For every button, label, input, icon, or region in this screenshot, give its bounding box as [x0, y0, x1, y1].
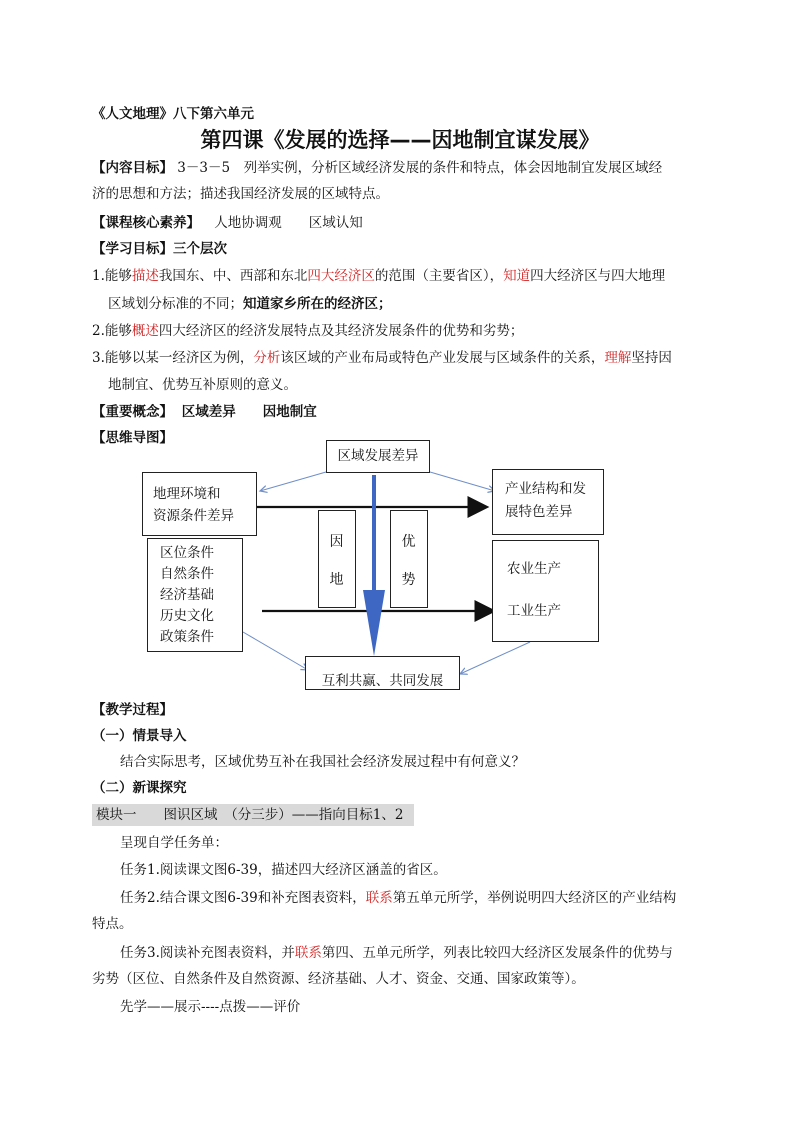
task-2-part: 第五单元所学，举例说明四大经济区的产业结构 [392, 890, 677, 906]
mind-map-left-list-item: 历史文化 [160, 608, 214, 624]
mind-map-right-bottom-text: 农业生产 [507, 561, 561, 577]
content-goal-label: 【内容目标】 [92, 160, 173, 176]
mind-map-mid-right-box [390, 510, 428, 608]
goal-1-verb-know: 知道 [503, 268, 531, 284]
content-goal-line-2: 济的思想和方法；描述我国经济发展的区域特点。 [92, 186, 389, 202]
task-2-line-2: 特点。 [92, 916, 133, 932]
mind-map-top-box: 区域发展差异 [326, 440, 430, 473]
task-2-part: 任务2.结合课文图6-39和补充图表资料， [120, 890, 366, 906]
mind-map-bottom-box: 互利共赢、共同发展 [305, 656, 460, 690]
key-concepts-label: 【重要概念】 [92, 404, 173, 420]
goal-1-part: 区域划分标准的不同； [108, 296, 243, 312]
goal-1-line-1 [92, 266, 665, 286]
goal-2 [92, 321, 523, 341]
mind-map-right-bottom-text: 工业生产 [507, 603, 561, 619]
mind-map-left-list-item: 自然条件 [160, 566, 214, 582]
process-label: 【教学过程】 [92, 702, 173, 718]
task-3-line-1 [120, 943, 673, 963]
page-title: 第四课《发展的选择——因地制宜谋发展》 [200, 128, 600, 152]
section-1-text: 结合实际思考，区域优势互补在我国社会经济发展过程中有何意义？ [120, 754, 525, 770]
section-2-title: （二）新课探究 [92, 780, 187, 796]
goal-1-line-2 [108, 294, 392, 314]
goal-1-part: 1.能够 [92, 268, 132, 284]
core-literacy [92, 213, 363, 233]
goal-3-verb-understand: 理解 [604, 350, 632, 366]
mind-map-left-list-box [147, 538, 243, 652]
task-2-link-word: 联系 [365, 890, 393, 906]
task-3-link-word: 联系 [294, 945, 322, 961]
mind-map-left-top-text: 资源条件差异 [153, 508, 234, 524]
goal-1-keyword: 四大经济区 [307, 268, 375, 284]
mind-map-left-top-box [142, 472, 257, 536]
module-1-bar: 模块一 图识区域 （分三步）——指向目标1、2 [92, 804, 414, 826]
goal-1-part: 的范围（主要省区）， [374, 268, 504, 284]
mind-map-mid-left-box [318, 510, 356, 608]
mind-map-mid-right-char: 优 [401, 534, 416, 550]
goal-1-verb-describe: 描述 [131, 268, 159, 284]
task-3-line-2: 劣势（区位、自然条件及自然资源、经济基础、人才、资金、交通、国家政策等）。 [92, 971, 585, 987]
flow-text: 先学——展示----点拨——评价 [120, 999, 301, 1015]
mind-map [140, 434, 610, 688]
mind-map-label: 【思维导图】 [92, 430, 173, 446]
goal-3-part: 3.能够以某一经济区为例， [92, 350, 254, 366]
mind-map-right-top-box [492, 469, 604, 535]
unit-title: 《人文地理》八下第六单元 [92, 106, 254, 122]
mind-map-left-list-item: 经济基础 [160, 587, 214, 603]
task-3-part: 任务3.阅读补充图表资料，并 [120, 945, 295, 961]
goal-3-part: 该区域的产业布局或特色产业发展与区域条件的关系， [280, 350, 605, 366]
mind-map-right-top-text: 产业结构和发 [505, 481, 586, 497]
goal-3-verb-analyze: 分析 [253, 350, 281, 366]
mind-map-right-bottom-box [492, 540, 599, 642]
goal-1-part: 我国东、中、西部和东北 [158, 268, 308, 284]
goal-1-part: 四大经济区与四大地理 [530, 268, 666, 284]
task-1: 任务1.阅读课文图6-39，描述四大经济区涵盖的省区。 [120, 862, 447, 878]
goal-3-part: 坚持因 [631, 350, 672, 366]
goal-2-part: 2.能够 [92, 323, 132, 339]
task-2-line-1 [120, 888, 676, 908]
goal-3-line-2: 地制宜、优势互补原则的意义。 [108, 377, 297, 393]
mind-map-left-list-item: 政策条件 [160, 629, 214, 645]
core-literacy-text: 人地协调观 区域认知 [214, 215, 363, 231]
task-intro: 呈现自学任务单： [120, 835, 228, 851]
mind-map-mid-right-char: 势 [401, 572, 416, 588]
task-3-part: 第四、五单元所学，列表比较四大经济区发展条件的优势与 [321, 945, 673, 961]
mind-map-left-list-item: 区位条件 [160, 545, 214, 561]
mind-map-right-top-text: 展特色差异 [505, 504, 573, 520]
goal-1-hometown: 知道家乡所在的经济区； [243, 296, 392, 312]
key-concepts-text: 区域差异 因地制宜 [181, 404, 317, 420]
section-1-title: （一）情景导入 [92, 728, 187, 744]
goal-2-verb-summarize: 概述 [131, 323, 159, 339]
mind-map-mid-left-char: 地 [329, 572, 344, 588]
mind-map-left-top-text: 地理环境和 [153, 486, 221, 502]
mind-map-mid-left-char: 因 [329, 534, 344, 550]
key-concepts [92, 402, 317, 422]
goal-3-line-1 [92, 348, 672, 368]
content-goal-line-1 [92, 158, 662, 178]
goal-2-part: 四大经济区的经济发展特点及其经济发展条件的优势和劣势； [158, 323, 524, 339]
content-goal-text-1: 3－3－5 列举实例，分析区域经济发展的条件和特点，体会因地制宜发展区域经 [177, 160, 663, 176]
core-literacy-label: 【课程核心素养】 [92, 215, 200, 231]
learning-goals-label: 【学习目标】三个层次 [92, 241, 227, 257]
